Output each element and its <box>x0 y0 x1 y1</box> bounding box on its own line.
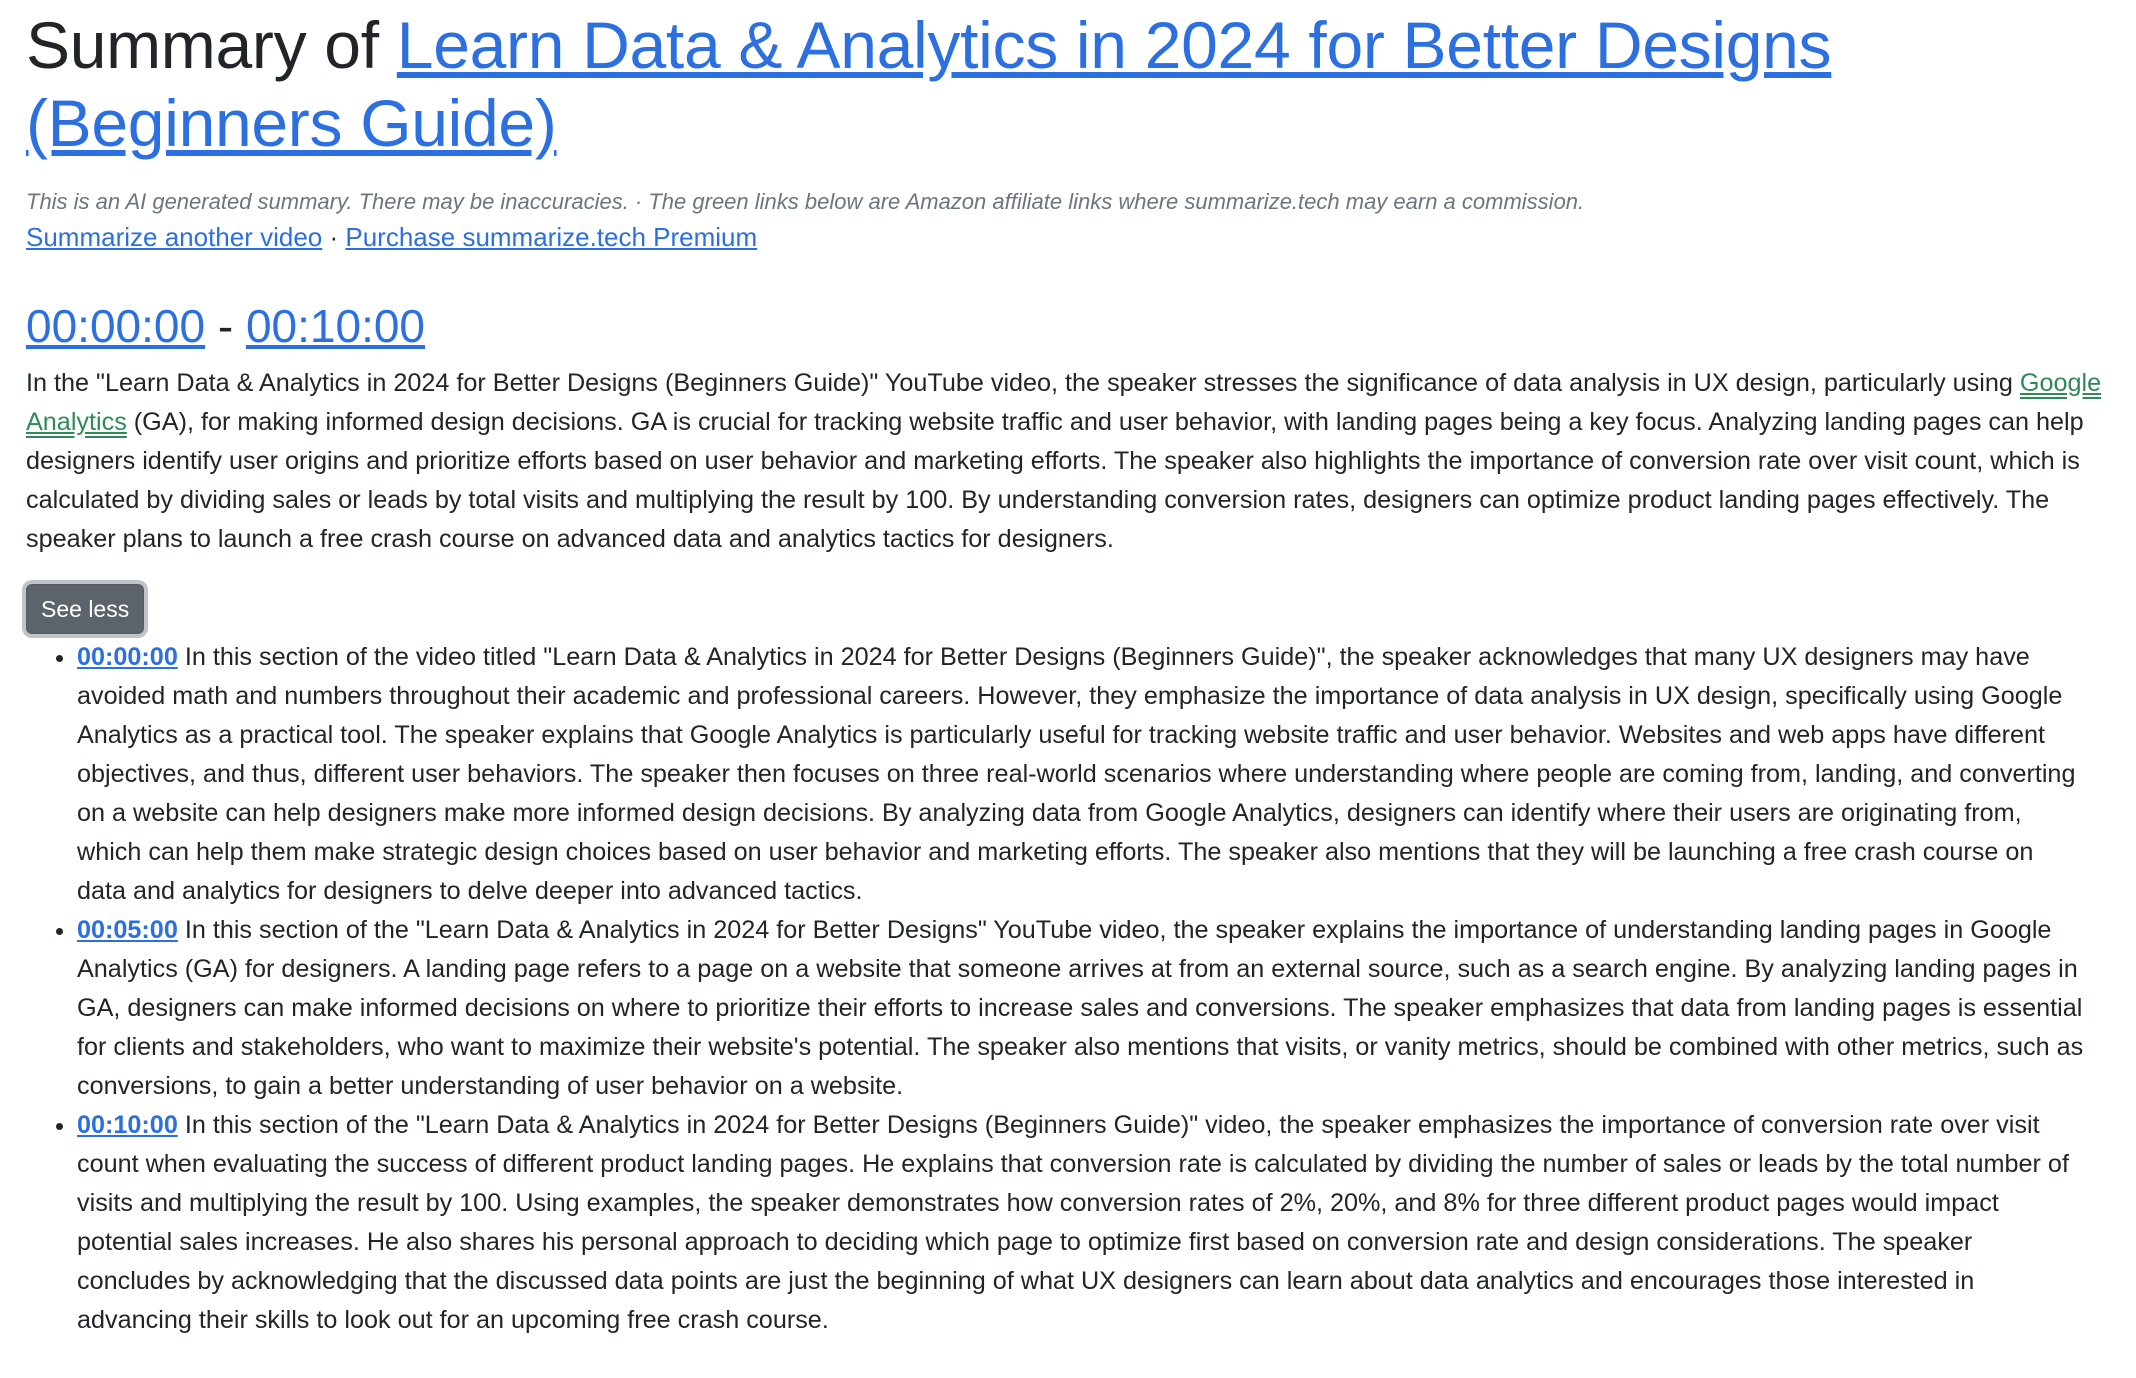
link-separator: · <box>322 222 346 252</box>
summary-text-post: (GA), for making informed design decisions. GA is crucial for tracking website traffic and user behavior, with landing pages being a key focus. Analyzing landing pages can help designers identify user origins and prioritize efforts based on user behavior and marketing efforts. The speaker also highlights the importance of conversion rate over visit count, which is calculated by dividing sales or leads by total visits and multiplying the result by 100. By understanding conversion rates, designers can optimize product landing pages effectively. The speaker plans to launch a free crash course on advanced data and analytics tactics for designers. <box>26 408 2084 553</box>
section-dash: - <box>205 300 246 352</box>
point-timestamp-link[interactable]: 00:00:00 <box>77 643 178 671</box>
section-summary <box>26 364 2116 559</box>
point-timestamp-link[interactable]: 00:10:00 <box>77 1111 178 1139</box>
section-end-timestamp[interactable]: 00:10:00 <box>245 300 426 352</box>
list-item <box>77 1106 2086 1340</box>
point-text: In this section of the video titled "Learn Data & Analytics in 2024 for Better Designs (Beginners Guide)", the speaker acknowledges that many UX designers may have avoided math and numbers throughout their academic and professional careers. However, they emphasize the importance of data analysis in UX design, specifically using Google Analytics as a practical tool. The speaker explains that Google Analytics is particularly useful for tracking website traffic and user behavior. Websites and web apps have different objectives, and thus, different user behaviors. The speaker then focuses on three real-world scenarios where understanding where people are coming from, landing, and converting on a website can help designers make more informed design decisions. By analyzing data from Google Analytics, designers can identify where their users are originating from, which can help them make strategic design choices based on user behavior and marketing efforts. The speaker also mentions that they will be launching a free crash course on data and analytics for designers to delve deeper into advanced tactics. <box>77 643 2076 905</box>
see-less-button[interactable]: See less <box>26 584 144 634</box>
video-title-link[interactable]: Learn Data & Analytics in 2024 for Better Designs (Beginners Guide) <box>26 8 1832 160</box>
section-start-timestamp[interactable]: 00:00:00 <box>26 300 206 352</box>
list-item <box>77 638 2086 911</box>
section-heading <box>26 298 2110 354</box>
action-links <box>26 218 2110 256</box>
point-text: In this section of the "Learn Data & Analytics in 2024 for Better Designs (Beginners Guide)" video, the speaker emphasizes the importance of conversion rate over visit count when evaluating the success of different product landing pages. He explains that conversion rate is calculated by dividing the number of sales or leads by the total number of visits and multiplying the result by 100. Using examples, the speaker demonstrates how conversion rates of 2%, 20%, and 8% for three different product pages would impact potential sales increases. He also shares his personal approach to deciding which page to optimize first based on conversion rate and design considerations. The speaker concludes by acknowledging that the discussed data points are just the beginning of what UX designers can learn about data analytics and encourages those interested in advancing their skills to look out for an upcoming free crash course. <box>77 1111 2069 1334</box>
summary-text-pre: In the "Learn Data & Analytics in 2024 for Better Designs (Beginners Guide)" YouTube video, the speaker stresses the significance of data analysis in UX design, particularly using <box>26 369 2020 397</box>
page-title <box>26 0 2116 162</box>
point-text: In this section of the "Learn Data & Analytics in 2024 for Better Designs" YouTube video, the speaker explains the importance of understanding landing pages in Google Analytics (GA) for designers. A landing page refers to a page on a website that someone arrives at from an external source, such as a search engine. By analyzing landing pages in GA, designers can make informed decisions on where to prioritize their efforts to increase sales and conversions. The speaker emphasizes that data from landing pages is essential for clients and stakeholders, who want to maximize their website's potential. The speaker also mentions that visits, or vanity metrics, should be combined with other metrics, such as conversions, to gain a better understanding of user behavior on a website. <box>77 916 2084 1100</box>
title-prefix: Summary of <box>26 8 379 82</box>
summarize-another-link[interactable]: Summarize another video <box>26 222 323 252</box>
point-timestamp-link[interactable]: 00:05:00 <box>77 916 178 944</box>
section-points-list <box>26 638 2086 1340</box>
google-analytics-affiliate-link[interactable]: Google Analytics <box>26 369 2102 436</box>
list-item <box>77 911 2086 1106</box>
purchase-premium-link[interactable]: Purchase summarize.tech Premium <box>345 222 758 252</box>
ai-disclaimer: This is an AI generated summary. There may be inaccuracies. · The green links below are Amazon affiliate links where summarize.tech may earn a commission. <box>26 189 1585 214</box>
